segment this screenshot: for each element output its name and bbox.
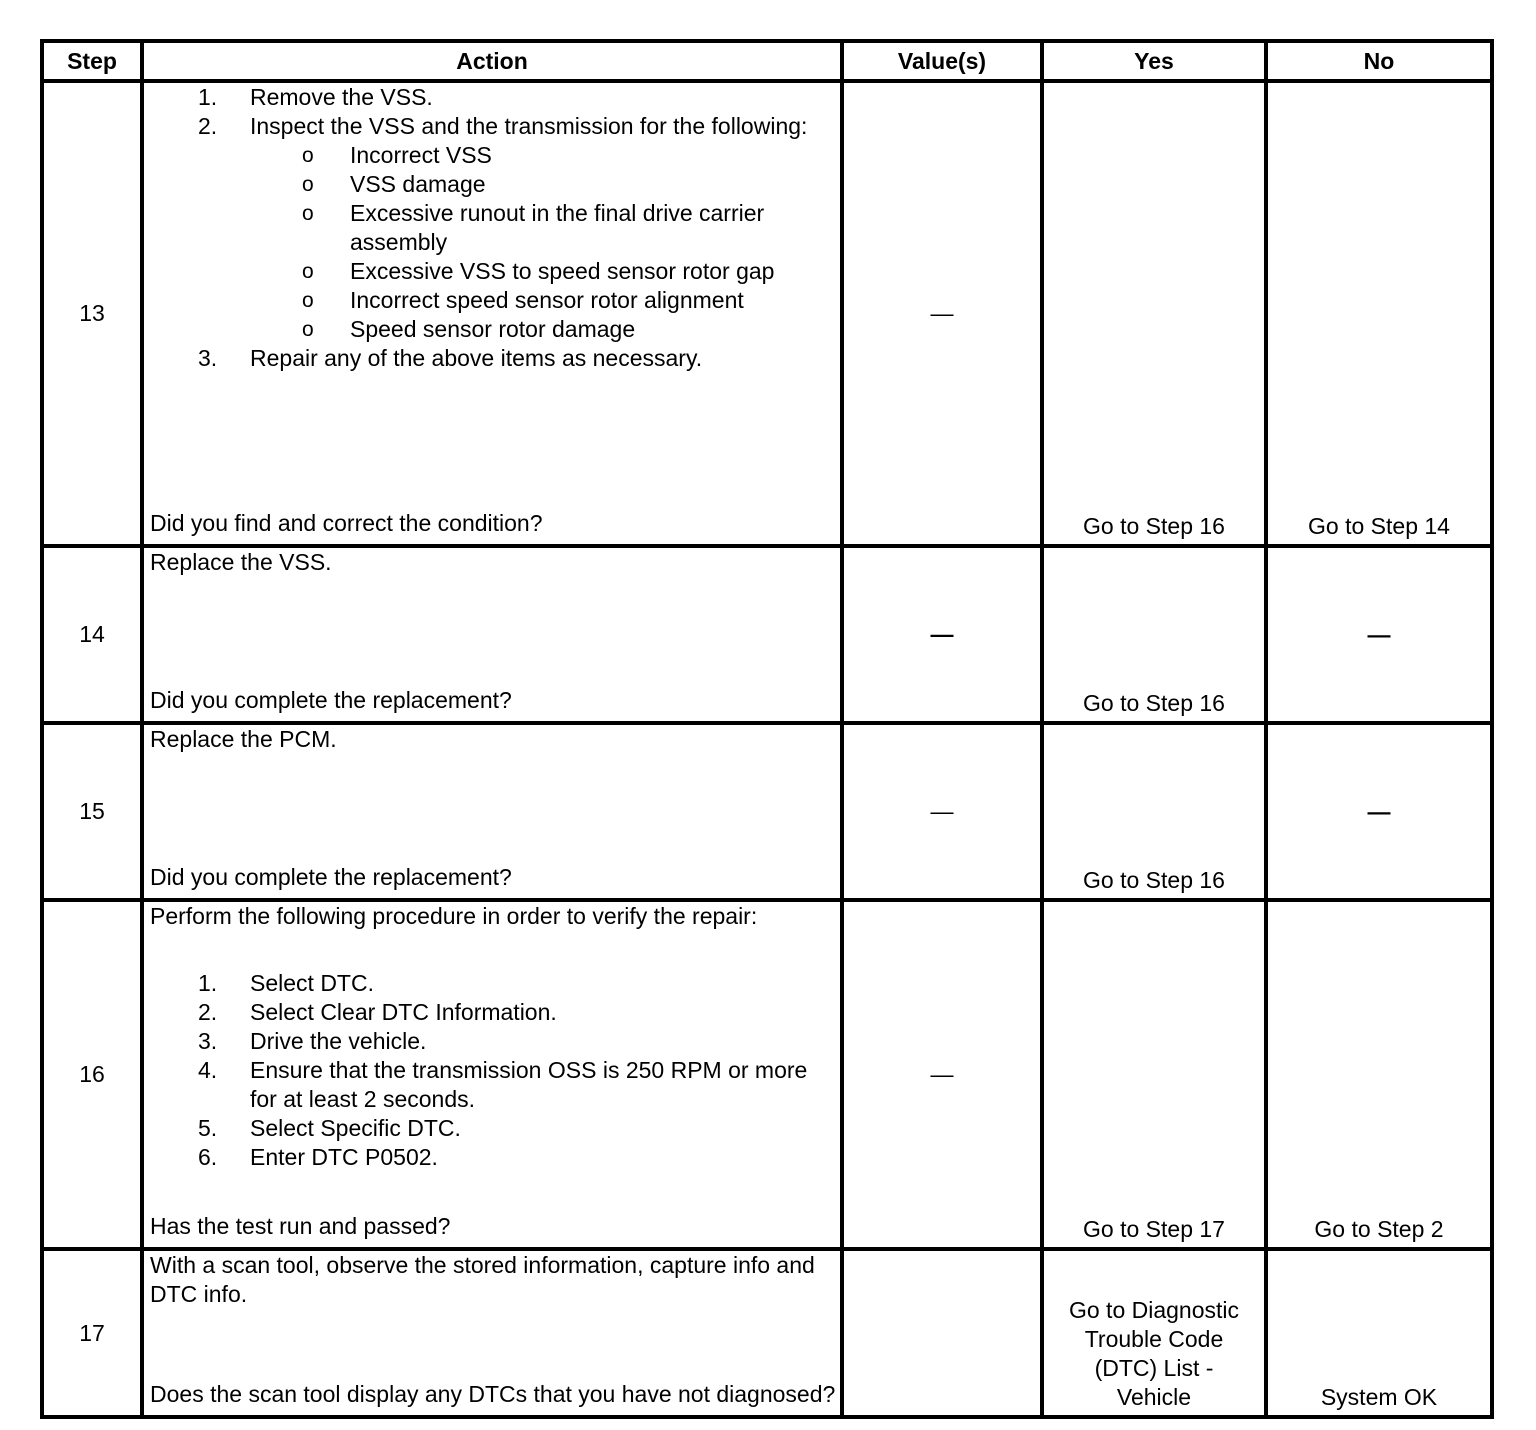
step-number: 15 — [42, 723, 142, 900]
list-item: 3. Repair any of the above items as necessary. — [198, 345, 703, 371]
action-question: Has the test run and passed? — [150, 1213, 451, 1239]
list-item: 3. Drive the vehicle. — [198, 1028, 427, 1054]
sub-bullets — [250, 141, 836, 344]
value-cell: — — [842, 81, 1042, 546]
bullet-icon: o — [302, 260, 314, 283]
list-item: 1. Remove the VSS. — [198, 84, 433, 110]
table-row — [42, 723, 1492, 900]
value-cell: — — [842, 900, 1042, 1249]
value-cell — [842, 1249, 1042, 1417]
action-question: Did you complete the replacement? — [150, 687, 512, 713]
header-yes: Yes — [1042, 41, 1266, 81]
action-cell — [142, 723, 842, 900]
list-item: o Speed sensor rotor damage — [302, 316, 636, 342]
list-item: 1. Select DTC. — [198, 970, 374, 996]
action-cell — [142, 81, 842, 546]
yes-cell: Go to Step 16 — [1042, 546, 1266, 723]
list-item: o Excessive VSS to speed sensor rotor gap — [302, 258, 775, 284]
action-question: Did you find and correct the condition? — [150, 510, 543, 536]
no-cell: System OK — [1266, 1249, 1492, 1417]
bullet-icon: o — [302, 318, 314, 341]
list-item: o Incorrect speed sensor rotor alignment — [302, 287, 744, 313]
no-cell: Go to Step 2 — [1266, 900, 1492, 1249]
step-number: 14 — [42, 546, 142, 723]
header-values: Value(s) — [842, 41, 1042, 81]
list-item: o Incorrect VSS — [302, 142, 492, 168]
action-text: With a scan tool, observe the stored information, capture info and DTC info. — [150, 1252, 815, 1307]
action-steps — [148, 83, 836, 373]
step-number: 13 — [42, 81, 142, 546]
header-no: No — [1266, 41, 1492, 81]
bullet-icon: o — [302, 173, 314, 196]
list-item: 2. Inspect the VSS and the transmission for the following: o Incorrect VSS o VSS damage o Excessive runout in the final drive carrier assembly o Excessive VSS to speed sensor rotor gap o Incorrect speed sensor rotor alignment o Speed sensor rotor damage — [148, 112, 836, 344]
diagnostic-table — [40, 39, 1494, 1419]
header-action: Action — [142, 41, 842, 81]
action-cell — [142, 900, 842, 1249]
list-item: o VSS damage — [302, 171, 486, 197]
yes-cell: Go to Step 16 — [1042, 723, 1266, 900]
action-text: Replace the PCM. — [150, 726, 337, 752]
no-cell: — — [1266, 546, 1492, 723]
table-row — [42, 546, 1492, 723]
step-number: 17 — [42, 1249, 142, 1417]
table-row — [42, 1249, 1492, 1417]
yes-cell: Go to Step 17 — [1042, 900, 1266, 1249]
action-text: Replace the VSS. — [150, 549, 332, 575]
table-row — [42, 900, 1492, 1249]
value-cell: — — [842, 723, 1042, 900]
yes-cell: Go to Step 16 — [1042, 81, 1266, 546]
no-cell: — — [1266, 723, 1492, 900]
bullet-icon: o — [302, 202, 314, 225]
list-item: o Excessive runout in the final drive carrier assembly — [302, 200, 765, 255]
action-question: Does the scan tool display any DTCs that you have not diagnosed? — [150, 1381, 836, 1407]
action-cell — [142, 1249, 842, 1417]
header-step: Step — [42, 41, 142, 81]
header-row — [42, 41, 1492, 81]
action-question: Did you complete the replacement? — [150, 864, 512, 890]
value-cell: — — [842, 546, 1042, 723]
no-cell: Go to Step 14 — [1266, 81, 1492, 546]
step-number: 16 — [42, 900, 142, 1249]
list-item: 2. Select Clear DTC Information. — [198, 999, 557, 1025]
bullet-icon: o — [302, 289, 314, 312]
yes-cell: Go to Diagnostic Trouble Code (DTC) List - Vehicle — [1042, 1249, 1266, 1417]
action-steps — [148, 969, 836, 1172]
table-row — [42, 81, 1492, 546]
list-item: 5. Select Specific DTC. — [198, 1115, 461, 1141]
action-cell — [142, 546, 842, 723]
action-text: Perform the following procedure in order to verify the repair: — [150, 903, 758, 929]
list-item: 4. Ensure that the transmission OSS is 250 RPM or more for at least 2 seconds. — [198, 1057, 808, 1112]
bullet-icon: o — [302, 144, 314, 167]
list-item: 6. Enter DTC P0502. — [198, 1144, 438, 1170]
